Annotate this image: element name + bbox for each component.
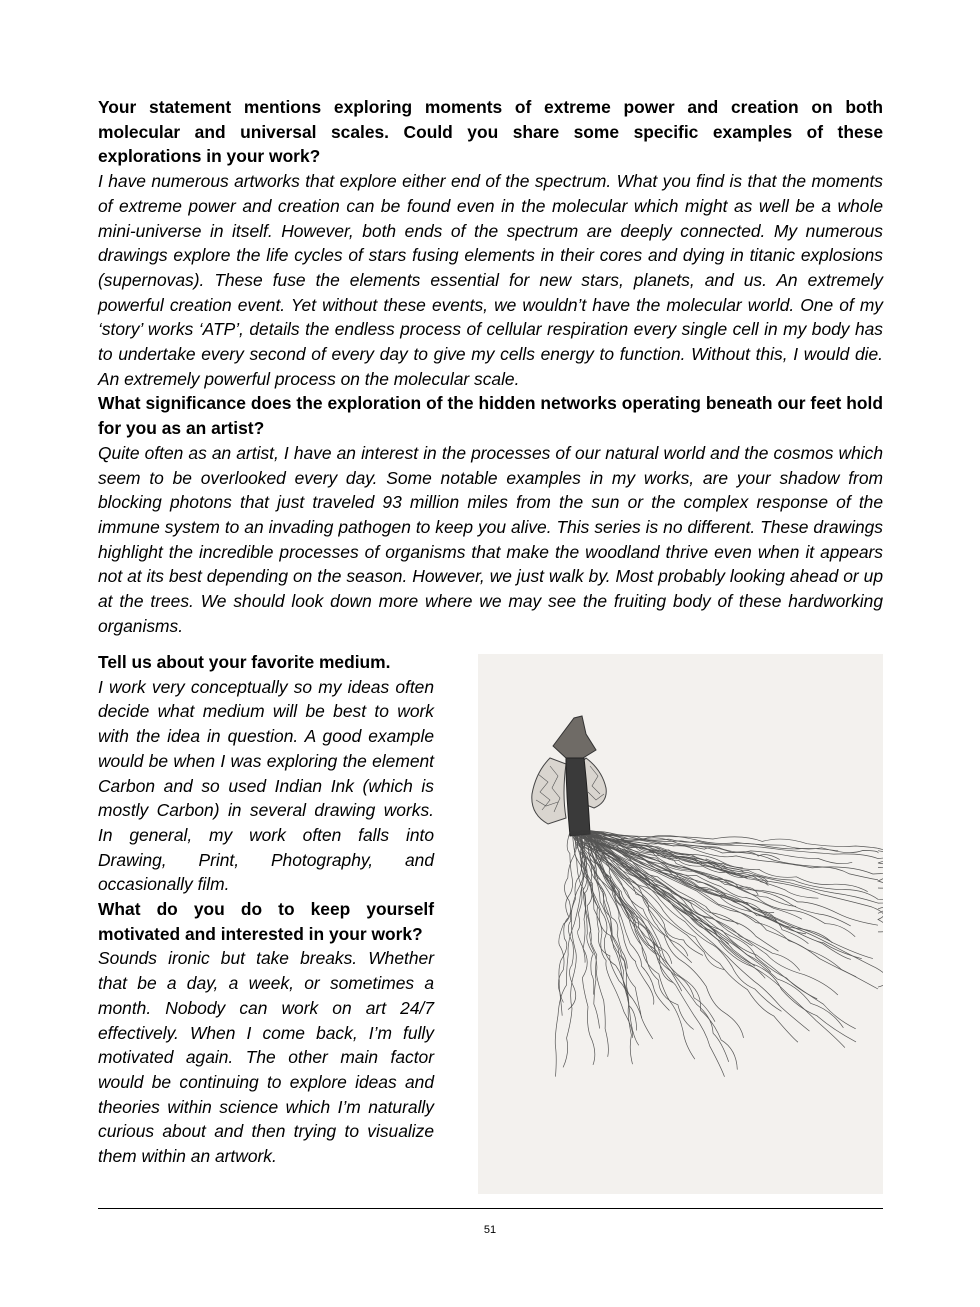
question-2: What significance does the exploration of the hidden networks operating beneath our feet hold for you as an artist? [98, 393, 883, 439]
page-number: 51 [483, 1224, 497, 1236]
root-strand [587, 832, 632, 1064]
mushroom-cap [553, 716, 596, 758]
question-4: What do you do to keep yourself motivated and interested in your work? [98, 899, 434, 944]
root-strand [572, 832, 608, 1057]
mycelium-network [555, 830, 883, 1077]
mushroom-drawing-svg [478, 654, 883, 1194]
answer-2: Quite often as an artist, I have an interest in the processes of our natural world and the cosmos which seem to be overlooked every day. Some notable examples in my works, are your shadow from blocking photons that just traveled 93 million miles from the sun or the complex response of the immune system to an invading pathogen to keep you alive. This series is no different. These drawings highlight the incredible processes of organisms that make the woodland thrive even when it appears not at its best depending on the season. However, we just walk by. Most probably looking ahead or up at the trees. We should look down more where we may see the fruiting body of these hardworking organisms. [98, 442, 883, 636]
answer-4: Sounds ironic but take breaks. Whether that be a day, a week, or sometimes a month. Nobody can work on art 24/7 effectively. When I come back, I’m fully motivated again. The other main factor would be continuing to explore ideas and theories within science which I’m naturally curious about and then trying to visualize them within an artwork. [98, 948, 434, 1167]
root-strand [582, 832, 798, 1042]
footer-rule [98, 1208, 883, 1209]
root-strand [584, 832, 725, 1077]
mushroom-drawing-artwork [478, 654, 883, 1194]
mushroom-veil-left [532, 758, 566, 824]
left-column [98, 650, 434, 1169]
root-strand [558, 832, 577, 1016]
root-strand [574, 832, 800, 971]
answer-3: I work very conceptually so my ideas often decide what medium will be best to work with the idea in question. A good example would be when I was exploring the element Carbon and so used Indian Ink (which is mostly Carbon) in several drawing works. In general, my work often falls into Drawing, Print, Photography, and occasionally film. [98, 676, 434, 895]
top-qa-section [98, 95, 883, 638]
two-column-section [98, 650, 883, 1200]
question-1: Your statement mentions exploring moments of extreme power and creation on both molecular and universal scales. Could you share some specific examples of these explorations in your work? [98, 97, 883, 167]
question-3: Tell us about your favorite medium. [98, 652, 391, 672]
answer-1: I have numerous artworks that explore either end of the spectrum. What you find is that the moments of extreme power and creation can be found even in the molecular which might as well be a whole mini-universe in itself. However, both ends of the spectrum are deeply connected. My numerous drawings explore the life cycles of stars fusing elements in their cores and dying in titanic explosions (supernovas). These fuse the elements essential for new stars, planets, and us. An extremely powerful creation event. Yet without these events, we wouldn’t have the molecular world. One of my ‘story’ works ‘ATP’, details the endless process of cellular respiration every single cell in my body has to undertake every second of every day to give my cells energy to function. Without this, I would die. An extremely powerful process on the molecular scale. [98, 171, 883, 389]
